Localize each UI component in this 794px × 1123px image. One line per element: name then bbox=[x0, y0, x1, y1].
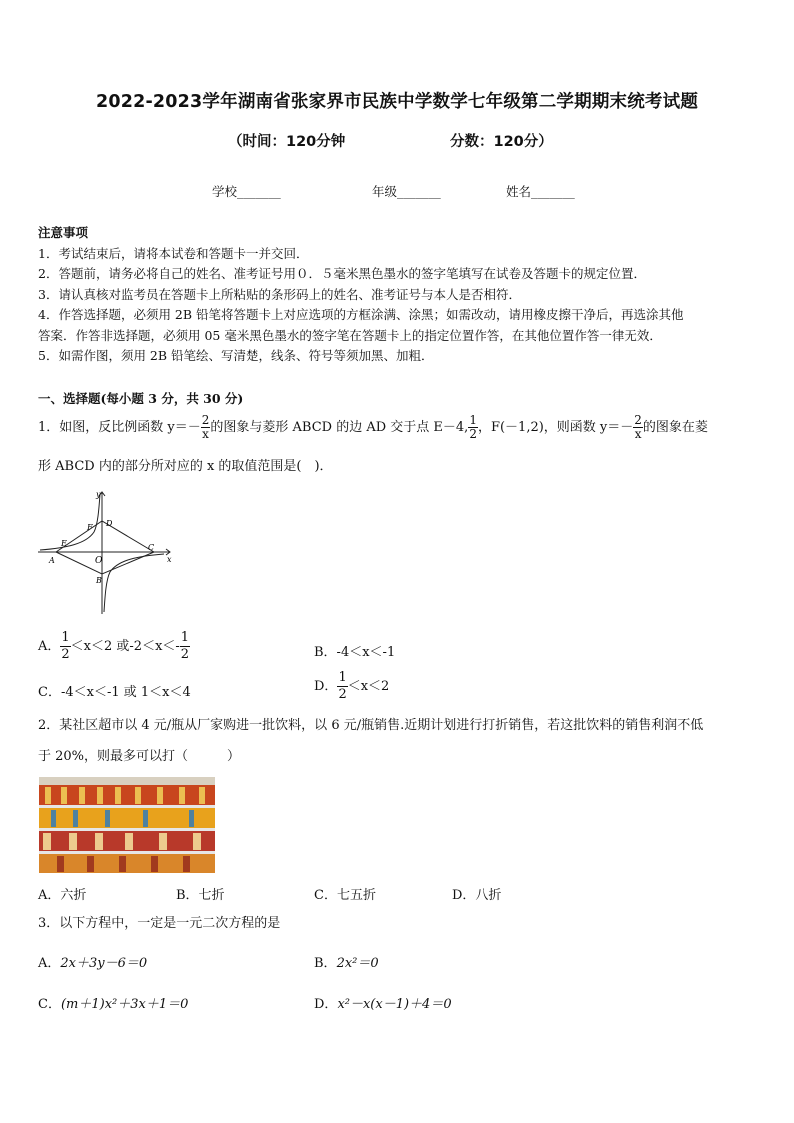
hyperbola-left bbox=[40, 494, 100, 550]
note-item: 答案．作答非选择题，必须用 05 毫米黑色墨水的签字笔在答题卡上的指定位置作答，在其他位置作答一律无效． bbox=[38, 327, 662, 343]
q1-part: 1．如图，反比例函数 y＝－ bbox=[38, 420, 201, 435]
q1-part: 的图象与菱形 ABCD 的边 AD 交于点 E－4, bbox=[210, 420, 469, 435]
question-2-line2: 于 20%，则最多可以打（ ） bbox=[38, 749, 241, 764]
q1-part: ，F(－1,2)，则函数 y＝－ bbox=[477, 420, 634, 435]
question-1-text bbox=[38, 414, 758, 442]
q1-part: 的图象在菱 bbox=[642, 420, 708, 435]
fraction: $\frac{2}{x}$ bbox=[201, 413, 210, 441]
q2-option-c: C．七五折 bbox=[314, 888, 376, 903]
note-item: 4．作答选择题，必须用 2B 铅笔将答题卡上对应选项的方框涂满、涂黑；如需改动，请用橡皮擦干净后，再选涂其他 bbox=[38, 307, 684, 322]
note-item: 5．如需作图，须用 2B 铅笔绘、写清楚，线条、符号等须加黑、加粗． bbox=[38, 348, 434, 363]
notes-heading: 注意事项 bbox=[38, 225, 89, 240]
q1-graph bbox=[36, 488, 176, 616]
q1-option-b: B．-4＜x＜-1 bbox=[314, 645, 396, 660]
q2-option-a: A．六折 bbox=[38, 888, 87, 903]
q1-option-a: A． $\frac{1}{2}$ ＜x＜2 或-2＜x＜- $\frac{1}{2}$ bbox=[38, 630, 190, 662]
q3-option-a: A．2x＋3y－6＝0 bbox=[38, 956, 148, 971]
label-d: D bbox=[106, 519, 113, 528]
school-field: 学校_______ bbox=[212, 184, 281, 199]
q2-option-d: D．八折 bbox=[452, 888, 502, 903]
supermarket-shelf-photo bbox=[39, 777, 215, 873]
label-f: F bbox=[87, 523, 93, 532]
score-label: 分数：120分） bbox=[450, 134, 553, 150]
time-label: （时间：120分钟 bbox=[228, 134, 346, 150]
label-b: B bbox=[96, 576, 102, 585]
exam-title: 2022-2023学年湖南省张家界市民族中学数学七年级第二学期期末统考试题 bbox=[95, 92, 699, 112]
hyperbola-right bbox=[104, 554, 164, 612]
note-item: 1．考试结束后，请将本试卷和答题卡一并交回． bbox=[38, 245, 309, 261]
q1-option-d: D． $\frac{1}{2}$ ＜x＜2 bbox=[314, 670, 390, 702]
label-e: E bbox=[61, 539, 67, 548]
notes-block bbox=[38, 223, 758, 367]
label-o: O bbox=[95, 556, 103, 566]
fraction: $\frac{2}{x}$ bbox=[634, 413, 642, 441]
grade-field: 年级_______ bbox=[372, 184, 441, 199]
section-heading: 一、选择题(每小题 3 分，共 30 分) bbox=[38, 391, 244, 406]
q3-option-c: C．(m＋1)x²＋3x＋1＝0 bbox=[38, 997, 189, 1012]
q3-option-b: B．2x²＝0 bbox=[314, 956, 379, 971]
note-item: 2．答题前，请务必将自己的姓名、准考证号用０．５毫米黑色墨水的签字笔填写在试卷及答题卡的规定位置． bbox=[38, 266, 646, 281]
question-2-line1: 2．某社区超市以 4 元/瓶从厂家购进一批饮料，以 6 元/瓶销售.近期计划进行打折销售，若这批饮料的销售利润不低 bbox=[38, 718, 704, 733]
label-x: x bbox=[167, 555, 172, 564]
q1-option-c: C．-4＜x＜-1 或 1＜x＜4 bbox=[38, 685, 191, 700]
label-c: C bbox=[148, 543, 155, 552]
fraction: $\frac{1}{2}$ bbox=[469, 413, 477, 441]
question-3-text: 3．以下方程中，一定是一元二次方程的是 bbox=[38, 916, 281, 931]
note-item: 3．请认真核对监考员在答题卡上所粘贴的条形码上的姓名、准考证号与本人是否相符． bbox=[38, 286, 521, 302]
rhombus-abcd bbox=[56, 521, 154, 574]
label-y: y bbox=[96, 490, 101, 499]
q2-option-b: B．七折 bbox=[176, 888, 225, 903]
name-field: 姓名_______ bbox=[506, 184, 575, 199]
label-a: A bbox=[49, 556, 55, 565]
question-1-line2: 形 ABCD 内的部分所对应的 x 的取值范围是( )． bbox=[38, 459, 333, 474]
q3-option-d: D．x²－x(x－1)＋4＝0 bbox=[314, 997, 452, 1012]
